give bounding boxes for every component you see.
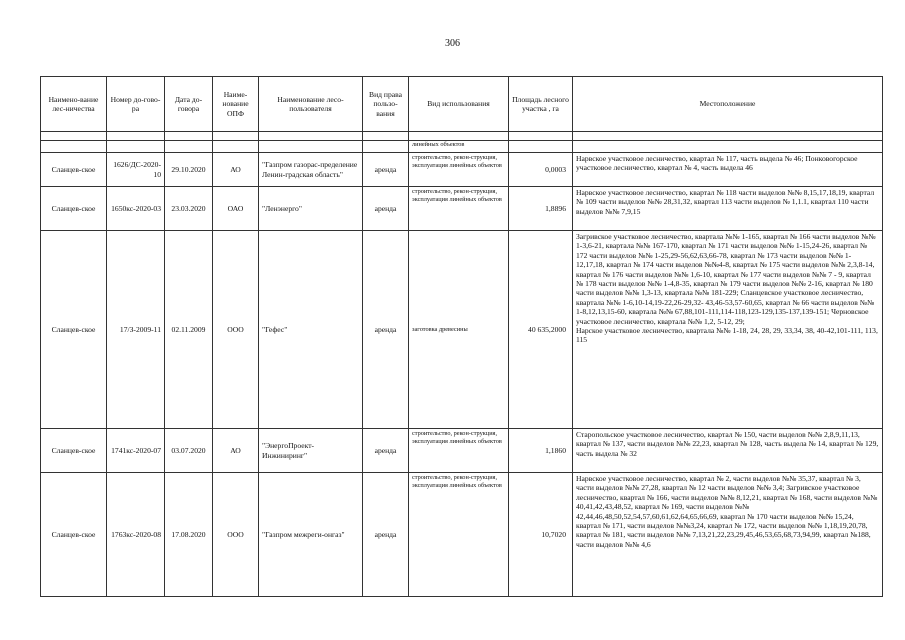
cell-right: аренда (363, 187, 409, 231)
cell-location: Нарвское участковое лесничество, квартал № 118 части выделов №№ 8,15,17,18,19, квартал № 109 части выделов №№ 28,31,32, квартал 113 части выделов № 1,1.1, квартал 110 части выделов №№ 7,9,15 (573, 187, 883, 231)
header-contract-number: Номер до-гово-ра (107, 77, 165, 132)
cell-contract-date: 03.07.2020 (165, 429, 213, 473)
cell-opf: АО (213, 153, 259, 187)
cell-area: 10,7020 (509, 473, 573, 597)
cell-contract-date: 17.08.2020 (165, 473, 213, 597)
cell-contract-number: 1650кс-2020-03 (107, 187, 165, 231)
header-opf: Наиме-нование ОПФ (213, 77, 259, 132)
cell-area: 0,0003 (509, 153, 573, 187)
cell-contract-number: 17/З-2009-11 (107, 231, 165, 429)
cell-user: "Гефес" (259, 231, 363, 429)
cell-contract-date: 23.03.2020 (165, 187, 213, 231)
cell-location: Нарвское участковое лесничество, квартал № 2, части выделов №№ 35,37, квартал № 3, части выделов №№ 27,28, квартал № 12 части выделов №№ 3,4; Загривское участковое лесничество, квартал № 166, части выделов №№ 8,12,21, квартал № 168, части выделов №№ 40,41,42,43,48,52, квартал № 169, части выделов №№ 42,44,46,48,50,52,54,57,60,61,62,64,65,66,69, квартал № 170 части выделов №№ 15,24, квартал № 171, части выделов №№3,24, квартал № 172, части выделов №№ 1,18,19,20,78, квартал № 181, части выделов №№ 7,13,21,22,23,29,45,46,53,65,68,73,94,99, квартал №188, части выделов №№ 4,6 (573, 473, 883, 597)
cell-location: Старопольское участковое лесничество, квартал № 150, части выделов №№ 2,8,9,11,13, квартал № 137, части выделов №№ 22,23, квартал № 128, часть выдела № 14, квартал № 129, часть выдела № 32 (573, 429, 883, 473)
lease-table (40, 76, 883, 597)
cell-forestry: Сланцев-ское (41, 231, 107, 429)
cell-location: Загривское участковое лесничество, квартала №№ 1-165, квартал № 166 части выделов №№ 1-3,6-21, квартала №№ 167-170, квартал № 171 части выделов №№ 1-15,24-26, квартал № 172 части выделов №№ 1-25,29-56,62,63,66-78, квартал № 173 части выделов №№ 1-12,17,18, квартал № 174 части выделов №№4-8, квартал № 175 части выделов №№ 2,3,8-14, квартал № 176 части выделов №№ 1,6-10, квартал № 177 части выделов №№ 7 - 9, квартал № 178 части выделов №№ 1-4,8-35, квартал № 179 части выделов №№ 2-16, квартал № 180 части выделов №№ 1,3-13, квартала №№ 181-229; Сланцевское участковое лесничество, квартала №№ 1-6,10-14,19-22,26-29,32- 43,46-53,57-60,65, квартал № 66 части выделов №№ 1-8,12,13,15-60, квартала №№ 67,88,101-111,114-118,123-129,135-137,139-151; Черновское участковое лесничество, квартала №№ 1,2, 5-12, 29; Нарское участковое лесничество, квартала №№ 1-18, 24, 28, 29, 33,34, 38, 40-42,101-111, 113, 115 (573, 231, 883, 429)
table-row (41, 429, 883, 473)
cell-contract-date: 02.11.2009 (165, 231, 213, 429)
header-user: Наименование лесо-пользователя (259, 77, 363, 132)
cell-opf: ООО (213, 473, 259, 597)
cell-forestry: Сланцев-ское (41, 429, 107, 473)
table-row (41, 187, 883, 231)
page-number: 306 (445, 38, 460, 49)
cell-area: 1,1860 (509, 429, 573, 473)
header-row (41, 77, 883, 132)
cell-area: 1,8896 (509, 187, 573, 231)
cell-user: "Газпром межреги-онгаз" (259, 473, 363, 597)
header-right: Вид права пользо-вания (363, 77, 409, 132)
cell-right: аренда (363, 429, 409, 473)
cell-use: строительство, рекон-струкция, эксплуатация линейных объектов (409, 153, 509, 187)
cell-contract-number: 1763кс-2020-08 (107, 473, 165, 597)
cell-user: "ЭнергоПроект-Инжиниринг" (259, 429, 363, 473)
table-row (41, 153, 883, 187)
cell-right: аренда (363, 231, 409, 429)
cell-user: "Газпром газорас-пределение Ленин-градская область" (259, 153, 363, 187)
cell-right: аренда (363, 153, 409, 187)
cell-use: строительство, рекон-струкция, эксплуатация линейных объектов (409, 473, 509, 597)
cell-opf: АО (213, 429, 259, 473)
cell-area: 40 635,2000 (509, 231, 573, 429)
cell-forestry: Сланцев-ское (41, 473, 107, 597)
cell-contract-number: 1741кс-2020-07 (107, 429, 165, 473)
header-area: Площадь лесного участка , га (509, 77, 573, 132)
cell-use: строительство, рекон-струкция, эксплуатация линейных объектов (409, 187, 509, 231)
cell-forestry: Сланцев-ское (41, 153, 107, 187)
cell-location: Нарвское участковое лесничество, квартал № 117, часть выдела № 46; Понковогорское участковое лесничество, квартал № 4, часть выдела 46 (573, 153, 883, 187)
continuation-use: линейных объектов (409, 141, 509, 153)
spacer-row (41, 132, 883, 141)
cell-contract-number: 1626/ДС-2020-10 (107, 153, 165, 187)
cell-user: "Ленэнерго" (259, 187, 363, 231)
cell-forestry: Сланцев-ское (41, 187, 107, 231)
continuation-row (41, 141, 883, 153)
cell-use: заготовка древесины (409, 231, 509, 429)
header-forestry: Наимено-вание лес-ничества (41, 77, 107, 132)
table-row (41, 473, 883, 597)
header-location: Местоположение (573, 77, 883, 132)
table-row (41, 231, 883, 429)
cell-right: аренда (363, 473, 409, 597)
cell-contract-date: 29.10.2020 (165, 153, 213, 187)
cell-use: строительство, рекон-струкция, эксплуатация линейных объектов (409, 429, 509, 473)
cell-opf: ООО (213, 231, 259, 429)
header-contract-date: Дата до-говора (165, 77, 213, 132)
cell-opf: ОАО (213, 187, 259, 231)
header-use: Вид использования (409, 77, 509, 132)
